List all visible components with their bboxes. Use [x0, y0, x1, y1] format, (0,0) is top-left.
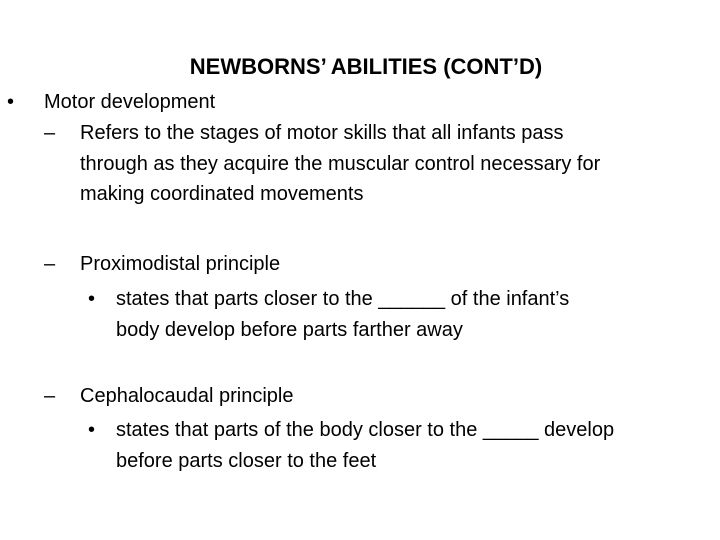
dash-marker: – — [44, 385, 56, 407]
bullet-marker: • — [7, 91, 15, 113]
proximodistal-text — [116, 284, 569, 346]
definition-line-2: through as they acquire the muscular control necessary for — [80, 152, 601, 175]
proximodistal-label: Proximodistal principle — [80, 253, 281, 275]
definition-line-3: making coordinated movements — [80, 183, 364, 205]
cephalocaudal-text — [116, 415, 614, 477]
dash-marker: – — [44, 122, 56, 144]
slide-title: NEWBORNS’ ABILITIES (CONT’D) — [189, 54, 543, 79]
sub-bullet-marker: • — [88, 419, 96, 441]
proximodistal-line-1: states that parts closer to the ______ of the infant’s — [116, 288, 570, 310]
sub-bullet-marker: • — [88, 288, 96, 310]
cephalocaudal-label: Cephalocaudal principle — [80, 385, 294, 407]
cephalocaudal-line-2: before parts closer to the feet — [116, 450, 377, 472]
proximodistal-line-2: body develop before parts farther away — [116, 319, 463, 341]
dash-marker: – — [44, 253, 56, 275]
main-point-label: Motor development — [44, 91, 216, 113]
cephalocaudal-line-1: states that parts of the body closer to the _____ develop — [116, 419, 615, 441]
definition-line-1: Refers to the stages of motor skills that all infants pass — [80, 122, 564, 144]
definition-text — [80, 118, 720, 210]
